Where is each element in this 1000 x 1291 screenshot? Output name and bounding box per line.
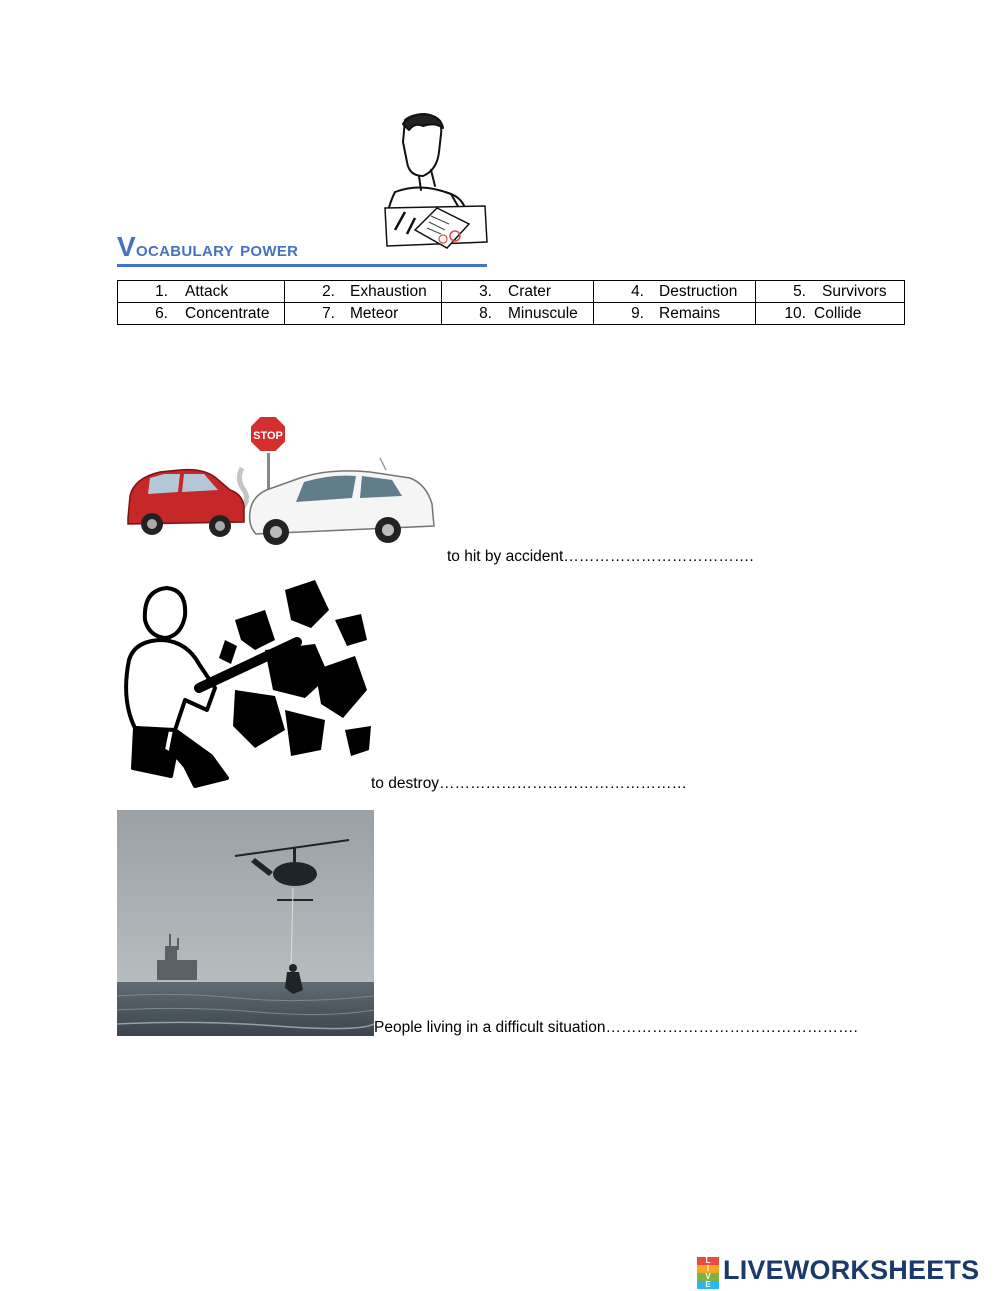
logo-letter: I (697, 1265, 719, 1273)
table-row (118, 303, 905, 325)
vocab-cell (285, 281, 442, 303)
vocab-number: 9. (631, 304, 644, 322)
vocab-word: Remains (659, 304, 721, 322)
stop-sign-text: STOP (253, 430, 283, 442)
caption-destruction: to destroy………………………………………… (371, 775, 688, 792)
vocab-number: 10. (784, 304, 806, 322)
logo-letter: V (697, 1273, 719, 1281)
vocab-word: Minuscule (508, 304, 578, 322)
vocab-number: 1. (155, 282, 168, 300)
vocab-cell (285, 303, 442, 325)
logo-letter: L (697, 1257, 719, 1265)
vocab-word: Concentrate (185, 304, 270, 322)
vocab-number: 3. (479, 282, 492, 300)
logo-text: LIVEWORKSHEETS (723, 1254, 980, 1285)
vocab-cell (442, 281, 594, 303)
vocab-word: Survivors (822, 282, 887, 300)
vocab-word: Crater (508, 282, 552, 300)
logo-letter: E (697, 1281, 719, 1289)
car-crash-illustration (120, 408, 440, 548)
vocabulary-heading (117, 230, 487, 267)
vocab-number: 2. (322, 282, 335, 300)
vocab-number: 5. (793, 282, 806, 300)
vocab-cell (594, 281, 756, 303)
caption-collide: to hit by accident………………………………. (447, 548, 754, 565)
vocab-cell (118, 303, 285, 325)
vocab-word: Destruction (659, 282, 738, 300)
vocab-word: Attack (185, 282, 229, 300)
vocab-word: Meteor (350, 304, 399, 322)
vocab-cell (756, 281, 905, 303)
table-row (118, 281, 905, 303)
vocab-cell (442, 303, 594, 325)
vocab-number: 4. (631, 282, 644, 300)
helicopter-rescue-photo (117, 810, 374, 1036)
vocab-cell (118, 281, 285, 303)
vocab-word: Collide (814, 304, 862, 322)
vocab-cell (756, 303, 905, 325)
vocabulary-table (117, 280, 905, 325)
vocab-cell (594, 303, 756, 325)
vocab-word: Exhaustion (350, 282, 427, 300)
caption-survivors: People living in a difficult situation…………………………………………. (374, 1019, 858, 1036)
heading-text: Vocabulary power (117, 231, 299, 262)
logo-mark (697, 1256, 719, 1289)
liveworksheets-logo (697, 1254, 980, 1289)
destruction-illustration (115, 580, 375, 795)
vocab-number: 7. (322, 304, 335, 322)
vocab-number: 8. (479, 304, 492, 322)
vocab-number: 6. (155, 304, 168, 322)
